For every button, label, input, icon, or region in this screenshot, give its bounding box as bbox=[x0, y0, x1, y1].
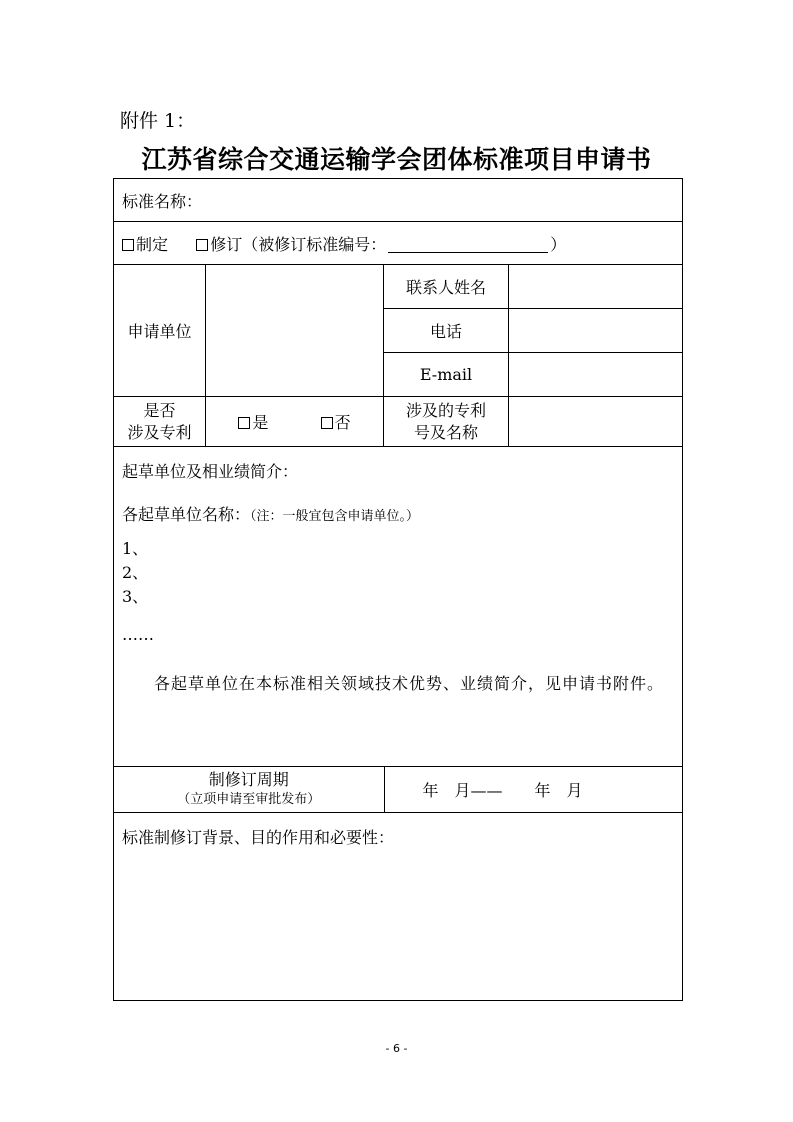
drafting-paragraph: 各起草单位在本标准相关领域技术优势、业绩简介，见申请书附件。 bbox=[154, 674, 665, 693]
page-number: - 6 - bbox=[385, 1042, 408, 1055]
patent-detail-line2: 号及名称 bbox=[413, 422, 478, 442]
phone-label-cell bbox=[384, 309, 509, 353]
enact-label: 制定 bbox=[136, 234, 169, 254]
patent-detail-label-cell bbox=[384, 397, 509, 447]
form-title: 江苏省综合交通运输学会团体标准项目申请书 bbox=[141, 145, 652, 174]
period-value-cell[interactable] bbox=[384, 767, 682, 812]
drafting-heading: 起草单位及相业绩简介： bbox=[122, 462, 299, 481]
patent-row bbox=[114, 397, 683, 447]
drafting-row bbox=[114, 447, 683, 767]
patent-label-line1: 是否 bbox=[143, 400, 176, 420]
standard-name-label: 标准名称： bbox=[122, 191, 203, 211]
standard-name-cell[interactable] bbox=[114, 179, 683, 222]
type-row bbox=[114, 222, 683, 265]
applicant-label-cell bbox=[114, 265, 206, 397]
drafting-item-2: 2、 bbox=[122, 563, 149, 582]
email-label: E-mail bbox=[419, 365, 473, 384]
phone-label: 电话 bbox=[429, 322, 462, 341]
patent-label-line2: 涉及专利 bbox=[127, 422, 192, 442]
period-cell bbox=[114, 767, 683, 813]
email-value-cell[interactable] bbox=[509, 353, 683, 397]
patent-detail-line1: 涉及的专利 bbox=[405, 400, 486, 420]
drafting-cell[interactable] bbox=[114, 447, 683, 767]
standard-name-row bbox=[114, 179, 683, 222]
revise-checkbox[interactable] bbox=[196, 239, 208, 251]
phone-value-cell[interactable] bbox=[509, 309, 683, 353]
patent-question-cell bbox=[114, 397, 206, 447]
applicant-label: 申请单位 bbox=[127, 322, 192, 341]
enact-checkbox[interactable] bbox=[122, 239, 134, 251]
attachment-label: 附件 1： bbox=[120, 110, 196, 132]
patent-no-label: 否 bbox=[334, 413, 351, 432]
period-label-cell bbox=[114, 767, 384, 812]
application-form-table bbox=[113, 178, 683, 1001]
period-label: 制修订周期 bbox=[208, 769, 289, 789]
type-cell bbox=[114, 222, 683, 265]
patent-choice-cell bbox=[206, 397, 384, 447]
email-label-cell bbox=[384, 353, 509, 397]
applicant-value-cell[interactable] bbox=[206, 265, 384, 397]
background-label: 标准制修订背景、目的作用和必要性： bbox=[122, 828, 395, 847]
revised-standard-number-field[interactable] bbox=[388, 236, 548, 253]
patent-detail-value-cell[interactable] bbox=[509, 397, 683, 447]
revised-standard-note-suffix: ） bbox=[550, 234, 567, 254]
contact-name-value-cell[interactable] bbox=[509, 265, 683, 309]
period-sublabel: （立项申请至审批发布） bbox=[177, 791, 321, 807]
drafting-ellipsis: …… bbox=[122, 625, 154, 644]
drafting-item-1: 1、 bbox=[122, 539, 149, 558]
period-row bbox=[114, 767, 683, 813]
revised-standard-note-prefix: （被修订标准编号： bbox=[242, 234, 387, 254]
contact-name-label-cell bbox=[384, 265, 509, 309]
drafting-item-3: 3、 bbox=[122, 587, 149, 606]
background-row bbox=[114, 813, 683, 1001]
revise-label: 修订 bbox=[210, 234, 243, 254]
drafting-names-label: 各起草单位名称： bbox=[122, 505, 251, 524]
contact-name-label: 联系人姓名 bbox=[405, 278, 486, 297]
patent-no-checkbox[interactable] bbox=[321, 417, 333, 429]
patent-yes-label: 是 bbox=[252, 413, 269, 432]
period-value: 年 月—— 年 月 bbox=[422, 781, 583, 800]
patent-yes-checkbox[interactable] bbox=[238, 417, 250, 429]
background-cell[interactable] bbox=[114, 813, 683, 1001]
applicant-row-1 bbox=[114, 265, 683, 309]
drafting-names-note: （注：一般宜包含申请单位。） bbox=[250, 509, 420, 524]
